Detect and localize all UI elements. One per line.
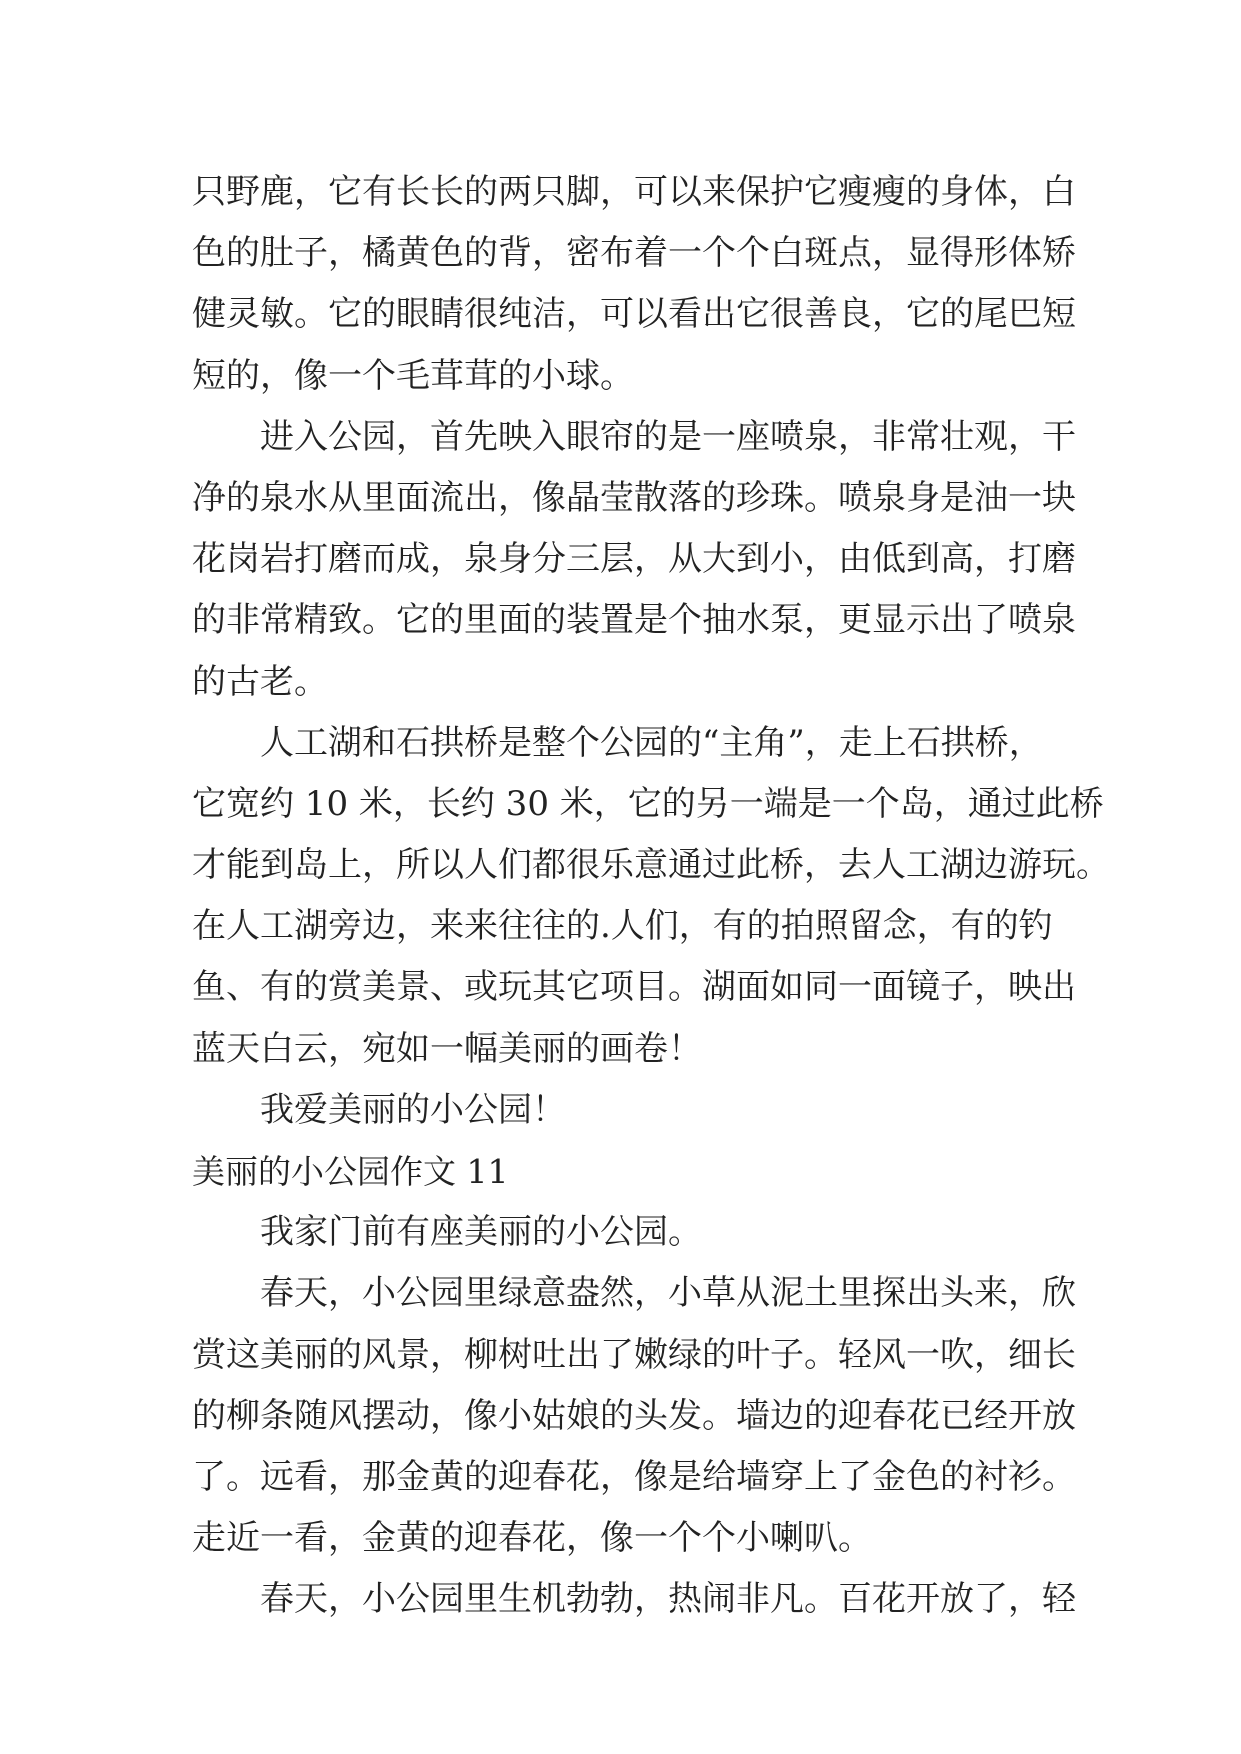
text-line: 才能到岛上，所以人们都很乐意通过此桥，去人工湖边游玩。 bbox=[192, 845, 1110, 886]
text-line: 走近一看，金黄的迎春花，像一个个小喇叭。 bbox=[192, 1518, 872, 1559]
text-line: 在人工湖旁边，来来往往的.人们，有的拍照留念，有的钓 bbox=[192, 906, 1053, 947]
text-line: 它宽约 10 米，长约 30 米，它的另一端是一个岛，通过此桥 bbox=[192, 783, 1104, 824]
text-line: 色的肚子，橘黄色的背，密布着一个个白斑点，显得形体矫 bbox=[192, 233, 1076, 274]
paragraph-first-line: 我家门前有座美丽的小公园。 bbox=[260, 1212, 702, 1253]
section-heading: 美丽的小公园作文 11 bbox=[192, 1152, 509, 1191]
text-line: 健灵敏。它的眼睛很纯洁，可以看出它很善良，它的尾巴短 bbox=[192, 294, 1076, 335]
paragraph-first-line: 我爱美丽的小公园！ bbox=[260, 1089, 566, 1130]
text-line: 赏这美丽的风景，柳树吐出了嫩绿的叶子。轻风一吹，细长 bbox=[192, 1334, 1076, 1375]
paragraph-first-line: 进入公园，首先映入眼帘的是一座喷泉，非常壮观，干 bbox=[260, 416, 1076, 457]
text-line: 蓝天白云，宛如一幅美丽的画卷！ bbox=[192, 1028, 702, 1069]
text-line: 的柳条随风摆动，像小姑娘的头发。墙边的迎春花已经开放 bbox=[192, 1395, 1076, 1436]
paragraph-first-line: 人工湖和石拱桥是整个公园的“主角”，走上石拱桥， bbox=[260, 722, 1043, 763]
text-line: 只野鹿，它有长长的两只脚，可以来保护它瘦瘦的身体，白 bbox=[192, 172, 1076, 212]
paragraph-first-line: 春天，小公园里生机勃勃，热闹非凡。百花开放了，轻 bbox=[260, 1579, 1076, 1620]
text-line: 的古老。 bbox=[192, 661, 328, 702]
text-line: 了。远看，那金黄的迎春花，像是给墙穿上了金色的衬衫。 bbox=[192, 1456, 1076, 1497]
text-line: 净的泉水从里面流出，像晶莹散落的珍珠。喷泉身是油一块 bbox=[192, 477, 1076, 518]
text-line: 鱼、有的赏美景、或玩其它项目。湖面如同一面镜子，映出 bbox=[192, 967, 1076, 1008]
document-body bbox=[192, 162, 1110, 1631]
text-line: 短的，像一个毛茸茸的小球。 bbox=[192, 355, 634, 396]
paragraph-first-line: 春天，小公园里绿意盎然，小草从泥土里探出头来，欣 bbox=[260, 1273, 1076, 1314]
text-line: 的非常精致。它的里面的装置是个抽水泵，更显示出了喷泉 bbox=[192, 600, 1076, 641]
text-line: 花岗岩打磨而成，泉身分三层，从大到小，由低到高，打磨 bbox=[192, 539, 1076, 580]
